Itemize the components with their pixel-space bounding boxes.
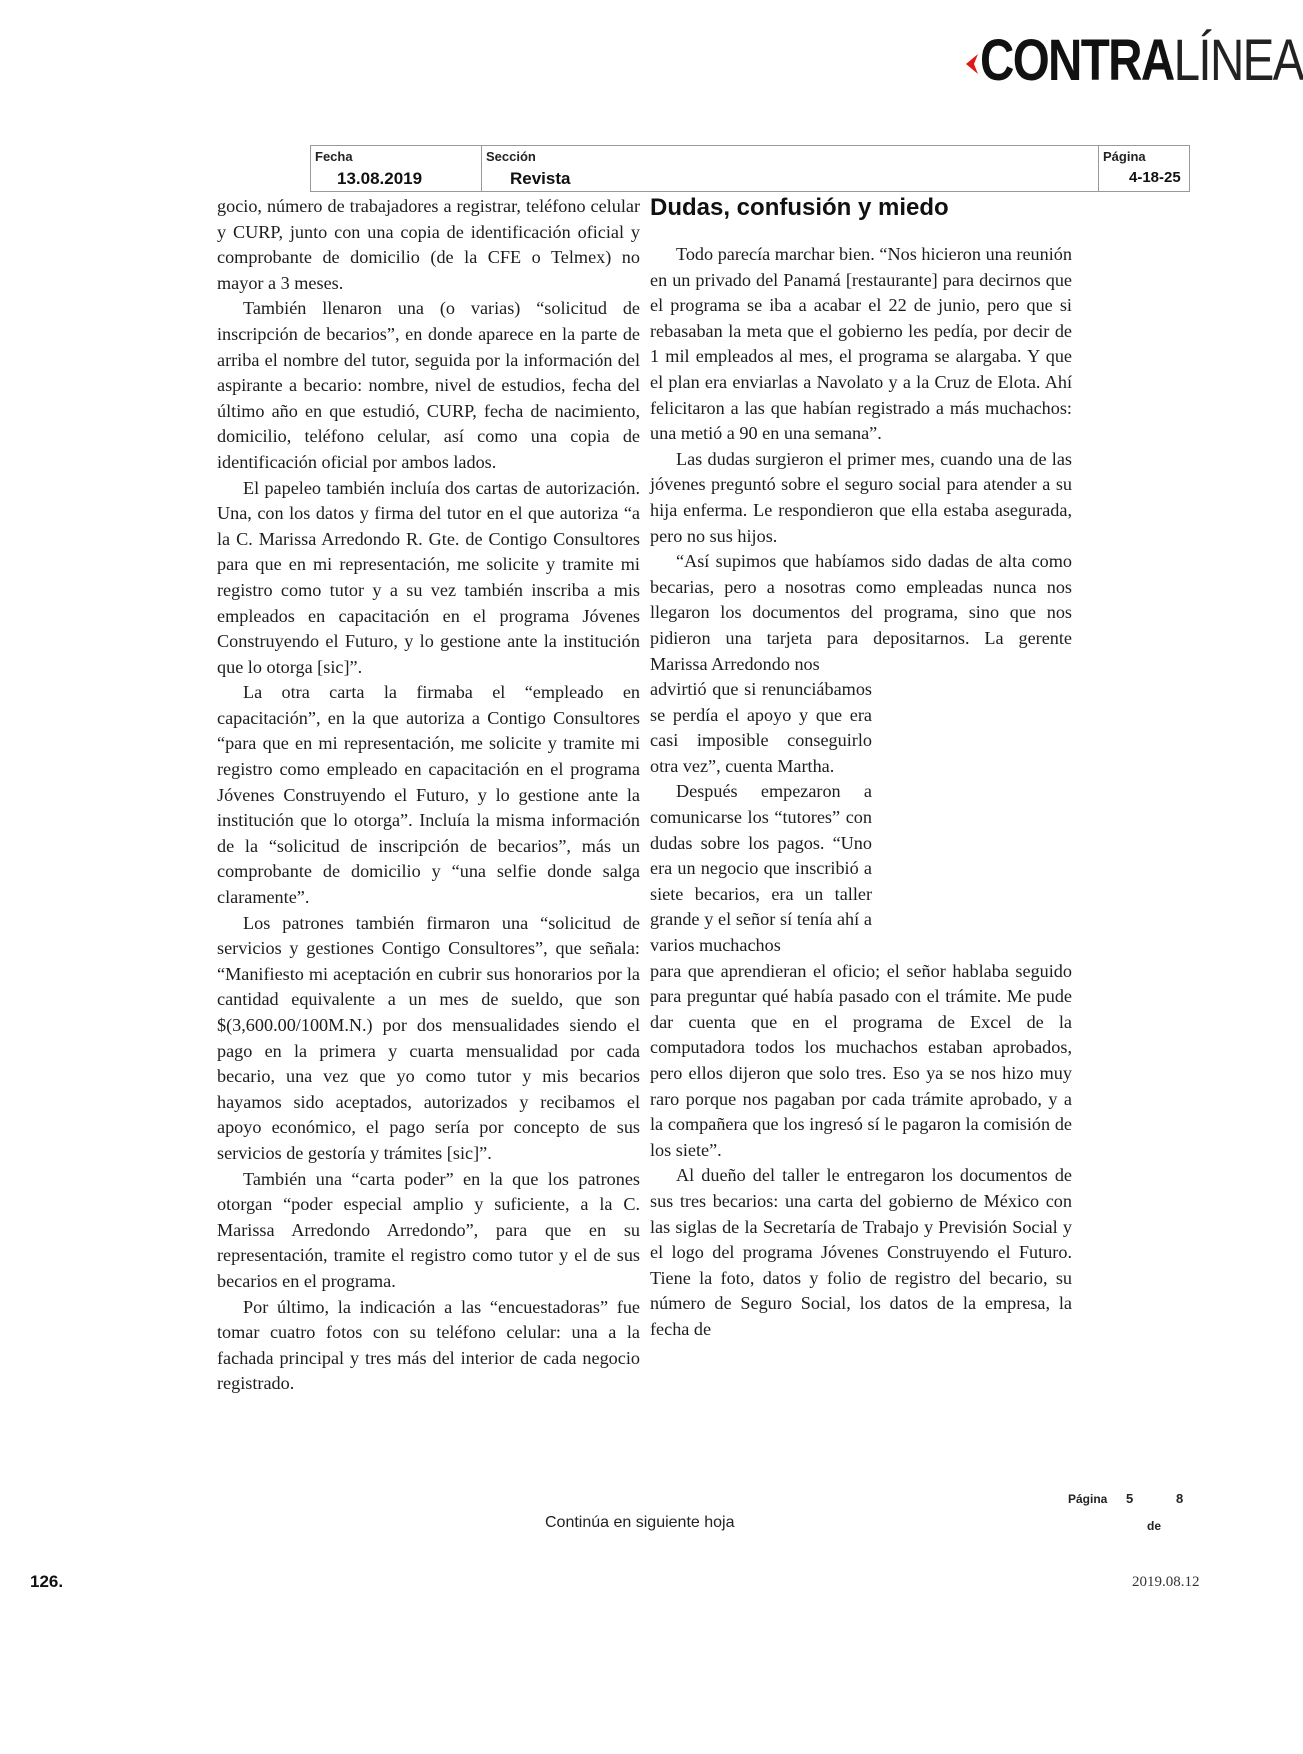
seccion-value: Revista [510,169,571,188]
left-paragraph: También llenaron una (o varias) “solicitud de inscripción de becarios”, en donde aparece en la parte de arriba el nombre del tutor, seguida por la información del aspirante a becario: nombre, nivel de estudios, fecha del último año en que estudió, CURP, fecha de nacimiento, domicilio, teléfono celular, así como una copia de identificación oficial por ambos lados. [217,298,640,472]
continues-note: Continúa en siguiente hoja [545,1514,735,1531]
fecha-value: 13.08.2019 [337,169,423,188]
right-paragraph: Las dudas surgieron el primer mes, cuando una de las jóvenes preguntó sobre el seguro social para atender a su hija enferma. Le respondieron que ella estaba asegurada, pero no sus hijos. [650,448,1072,546]
left-paragraph: Por último, la indicación a las “encuestadoras” fue tomar cuatro fotos con su teléfono celular: una a la fachada principal y tres más del interior de cada negocio registrado. [217,1296,640,1394]
pagina-label: Página [1103,149,1146,164]
metadata-box [310,145,1190,192]
right-paragraph: Todo parecía marchar bien. “Nos hicieron una reunión en un privado del Panamá [restaurante] para decirnos que el programa se iba a acabar el 22 de junio, pero que si rebasaban la meta que el gobierno les pedía, por decir de 1 mil empleados al mes, el programa se alargaba. Y que el plan era enviarlas a Navolato y a la Cruz de Elota. Ahí felicitaron a las que habían registrado a más muchachos: una metió a 90 en una semana”. [650,244,1072,444]
narrow-text-block [650,677,872,959]
left-paragraph: El papeleo también incluía dos cartas de autorización. Una, con los datos y firma del tutor en el que autoriza “a la C. Marissa Arredondo R. Gte. de Contigo Consultores para que en mi representación, me solicite y tramite mi registro como tutor y a su vez también inscriba a mis empleados en capacitación en el programa Jóvenes Construyendo el Futuro, y lo gestione ante la institución que lo otorga [sic]”. [217,477,640,677]
fecha-cell [311,146,481,191]
pagina-value: 4-18-25 [1129,169,1181,186]
right-paragraph: para que aprendieran el oficio; el señor hablaba seguido para preguntar qué había pasado con el trámite. Me pude dar cuenta que en el programa de Excel de la computadora todos los muchachos estaban aprobados, pero ellos dijeron que solo tres. Eso ya se nos hizo muy raro porque nos pagaban por cada trámite aprobado, y a la compañera que los ingresó sí le pagaron la comisión de los siete”. [650,960,1072,1160]
logo-light: LÍNEA [1173,28,1303,93]
left-paragraph: También una “carta poder” en la que los patrones otorgan “poder especial amplio y suficiente, a la C. Marissa Arredondo Arredondo”, para que en su representación, tramite el registro como tutor y el de sus becarios en el programa. [217,1168,640,1291]
right-paragraph: “Así supimos que habíamos sido dadas de alta como becarias, pero a nosotras como empleadas nunca nos llegaron los documentos del programa, sino que nos pidieron una tarjeta para depositarnos. La gerente Marissa Arredondo nos [650,551,1072,674]
contralinea-logo [960,28,1303,93]
right-column [650,194,1072,1343]
left-column [217,194,640,1509]
page-counter [1068,1490,1188,1510]
right-paragraph: Después empezaron a comunicarse los “tutores” con dudas sobre los pagos. “Uno era un negocio que inscribió a siete becarios, era un taller grande y el señor sí tenía ahí a varios muchachos [650,781,872,956]
left-paragraph: gocio, número de trabajadores a registrar, teléfono celular y CURP, junto con una copia de identificación oficial y comprobante de domicilio (de la CFE o Telmex) no mayor a 3 meses. [217,196,640,293]
logo-bold: CONTRA [980,28,1174,93]
pagina-cell [1098,146,1190,191]
page-counter-current: 5 [1126,1491,1134,1506]
fecha-label: Fecha [315,149,353,164]
right-paragraph: Al dueño del taller le entregaron los documentos de sus tres becarios: una carta del gobierno de México con las siglas de la Secretaría de Trabajo y Previsión Social y el logo del programa Jóvenes Construyendo el Futuro. Tiene la foto, datos y folio de registro del becario, su número de Seguro Social, los datos de la empresa, la fecha de [650,1165,1072,1339]
left-paragraph: Los patrones también firmaron una “solicitud de servicios y gestiones Contigo Consultores”, que señala: “Manifiesto mi aceptación en cubrir sus honorarios por la cantidad equivalente a un mes de sueldo, que son $(3,600.00/100M.N.) por dos mensualidades siendo el pago en la primera y cuarta mensualidad por cada becario, una vez que yo como tutor y mis becarios hayamos sido aceptados, autorizados y recibamos el apoyo económico, el pago sería por concepto de sus servicios de gestoría y trámites [sic]”. [217,912,640,1163]
left-paragraph: La otra carta la firmaba el “empleado en capacitación”, en la que autoriza a Contigo Consultores “para que en mi representación, me solicite y tramite mi registro como empleado en capacitación en el programa Jóvenes Construyendo el Futuro, y lo gestione ante la institución que lo otorga”. Incluía la misma información de la “solicitud de inscripción de becarios”, más un comprobante de domicilio y “una selfie donde salga claramente”. [217,682,640,908]
seccion-cell [481,146,1099,191]
page-counter-de: de [1147,1519,1162,1533]
document-page-number: 126. [30,1572,64,1591]
seccion-label: Sección [486,149,536,164]
section-heading: Dudas, confusión y miedo [650,194,949,221]
footer-date: 2019.08.12 [1132,1574,1200,1590]
page-counter-label: Página [1068,1492,1108,1506]
right-paragraph: advirtió que si renunciábamos se perdía el apoyo y que era casi imposible conseguirlo otra vez”, cuenta Martha. [650,679,872,776]
page-counter-total: 8 [1176,1491,1184,1506]
